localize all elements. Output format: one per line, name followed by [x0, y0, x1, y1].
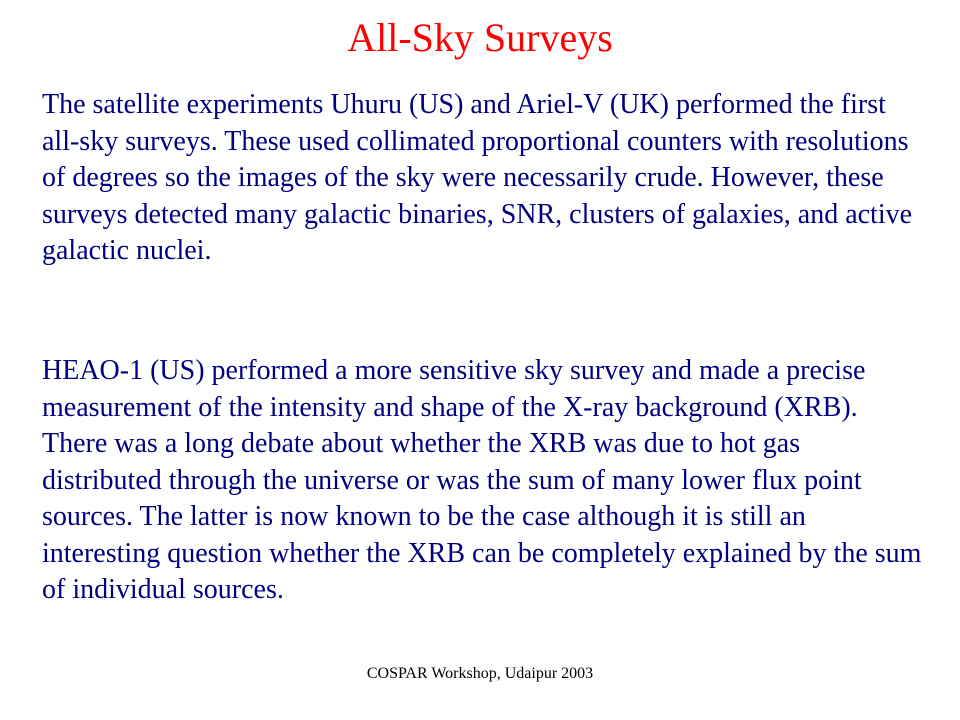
slide-footer: COSPAR Workshop, Udaipur 2003	[366, 665, 594, 682]
paragraph-all-sky-surveys: The satellite experiments Uhuru (US) and Ariel-V (UK) performed the first all-sky surveys. These used collimated proportional counters with resolutions of degrees so the images of the sky were necessarily crude. However, these surveys detected many galactic binaries, SNR, clusters of galaxies, and active galactic nuclei.	[42, 89, 913, 266]
paragraph-heao-1: HEAO-1 (US) performed a more sensitive sky survey and made a precise measurement of the intensity and shape of the X-ray background (XRB). There was a long debate about whether the XRB was due to hot gas distributed through the universe or was the sum of many lower flux point sources. The latter is now known to be the case although it is still an interesting question whether the XRB can be completely explained by the sum of individual sources.	[42, 355, 922, 605]
slide-title: All-Sky Surveys	[347, 15, 613, 60]
